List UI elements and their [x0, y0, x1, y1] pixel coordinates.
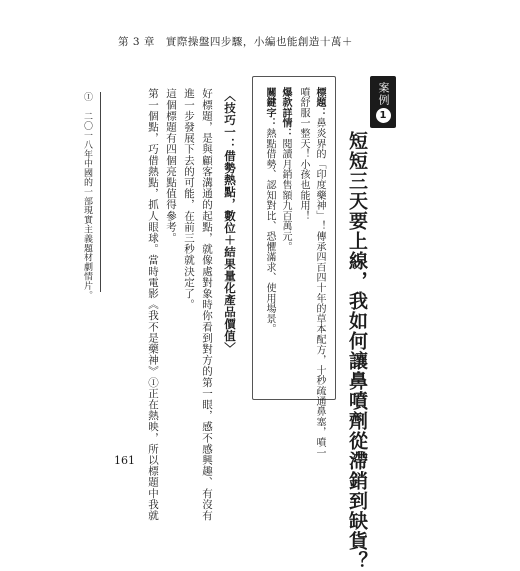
info-keywords-label: 關鍵字： — [264, 87, 275, 129]
body-line-4 — [144, 88, 162, 521]
body-line-4-text: 第一個點，巧借熱點，抓人眼球。當時電影《我不是藥神》 — [147, 88, 159, 377]
case-title: 短短三天要上線，我如何讓鼻噴劑從滯銷到缺貨？ — [346, 131, 368, 571]
case-badge-number: 1 — [376, 108, 391, 123]
case-badge — [370, 76, 396, 128]
info-title-line1 — [311, 87, 328, 458]
page-number: 161 — [114, 454, 135, 467]
footnote-ref: Ⓘ正在熱映，所以標題中我就 — [147, 376, 159, 521]
info-sales-text: 閱讀月銷售額九百萬元。 — [280, 138, 291, 252]
info-sales-label: 爆款詳情： — [280, 87, 291, 139]
case-info-box — [252, 76, 336, 458]
caption-rule — [100, 92, 101, 292]
body-line-2: 進一步發展下去的可能，在前三秒就決定了。 — [183, 88, 195, 310]
body-line-3: 這個標題有四個亮點值得參考。 — [165, 88, 177, 244]
running-header: 第 3 章 實際操盤四步驟，小編也能創造十萬＋ — [118, 36, 353, 48]
info-title-line2: 噴舒服一整天！小孩也能用！ — [298, 87, 309, 221]
info-keywords-line — [261, 87, 278, 334]
tip-heading: 〈技巧一：借勢熱點，數位＋結果量化產品價值〉 — [223, 90, 237, 354]
body-line-1: 好標題，是與顧客溝通的起點，就像處對象時你看到對方的第一眼，感不感興趣、有沒有 — [201, 88, 213, 521]
footnote-caption: Ⓘ 二〇一八年中國的一部現實主義題材劇情片。 — [82, 92, 92, 300]
info-sales-line — [277, 87, 294, 252]
info-title-text-1: 鼻炎界的「印度藥神」！傳承四百四十年的草本配方，十秒疏通鼻塞，噴一 — [314, 117, 325, 458]
case-badge-label: 案例 — [377, 81, 390, 106]
info-title-label: 標題： — [314, 87, 325, 118]
info-keywords-text: 熱點借勢、認知對比、恐懼滿求、使用場景。 — [264, 128, 275, 335]
